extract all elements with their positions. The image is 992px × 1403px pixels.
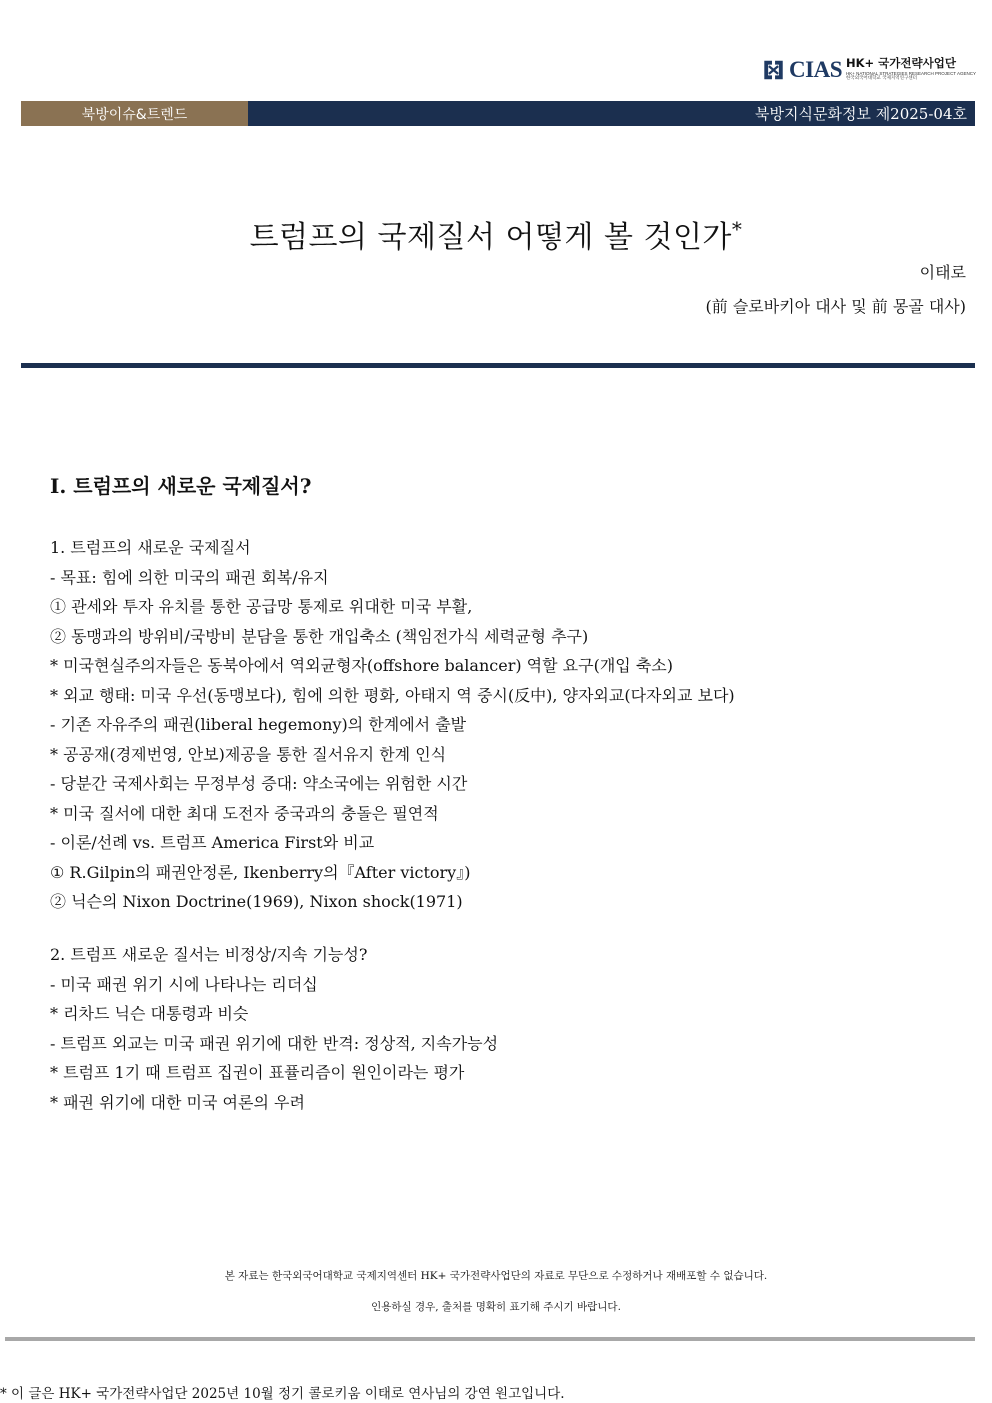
section-heading: I. 트럼프의 새로운 국제질서? <box>50 474 312 498</box>
title-footnote-marker: * <box>731 217 743 241</box>
list-item: * 공공재(경제번영, 안보)제공을 통한 질서유지 한계 인식 <box>50 744 447 764</box>
header-category: 북방이슈&트렌드 <box>21 101 248 126</box>
list-item: ② 닉슨의 Nixon Doctrine(1969), Nixon shock(1971) <box>50 892 463 911</box>
list-item: * 외교 행태: 미국 우선(동맹보다), 힘에 의한 평화, 아태지 역 중시(反中), 양자외교(다자외교 보다) <box>50 685 735 705</box>
list-item: ② 동맹과의 방위비/국방비 분담을 통한 개입축소 (책임전가식 세력균형 추구) <box>50 626 589 646</box>
list-item: * 리차드 닉슨 대통령과 비슷 <box>50 1004 249 1023</box>
list-item: - 기존 자유주의 패권(liberal hegemony)의 한계에서 출발 <box>50 715 467 734</box>
list-item: - 당분간 국제사회는 무정부성 증대: 약소국에는 위험한 시간 <box>50 774 468 793</box>
copyright-notice: 본 자료는 한국외국어대학교 국제지역센터 HK+ 국가전략사업단의 자료로 무단으로 수정하거나 재배포할 수 없습니다. <box>224 1270 768 1282</box>
list-item: * 트럼프 1기 때 트럼프 집권이 표퓰리즘이 원인이라는 평가 <box>50 1063 465 1082</box>
list-item: * 미국 질서에 대한 최대 도전자 중국과의 충돌은 필연적 <box>50 803 439 823</box>
list-item: 1. 트럼프의 새로운 국제질서 <box>50 538 251 557</box>
logo-brand: CIAS <box>789 57 842 82</box>
cias-emblem-icon <box>762 53 785 87</box>
author-name: 이태로 <box>919 263 966 282</box>
list-item: - 이론/선례 vs. 트럼프 America First와 비교 <box>50 833 375 852</box>
footer-divider <box>5 1337 975 1341</box>
logo-subtitle-ko: 한국외국어대학교 국제지역연구센터 <box>846 76 917 82</box>
document-title <box>0 212 992 256</box>
citation-notice: 인용하실 경우, 출처를 명확히 표기해 주시기 바랍니다. <box>371 1301 621 1313</box>
part1-list <box>50 533 735 917</box>
logo-subtitle-en: HK+ NATIONAL STRATEGIES RESEARCH PROJECT AGENCY <box>846 70 976 76</box>
list-item: - 트럼프 외교는 미국 패권 위기에 대한 반격: 정상적, 지속가능성 <box>50 1033 499 1053</box>
list-item: ① R.Gilpin의 패권안정론, Ikenberry의『After victory』) <box>50 862 471 882</box>
list-item: * 패권 위기에 대한 미국 여론의 우려 <box>50 1092 305 1112</box>
title-divider <box>21 363 975 368</box>
list-item: - 목표: 힘에 의한 미국의 패권 회복/유지 <box>50 567 329 587</box>
footnote: * 이 글은 HK+ 국가전략사업단 2025년 10월 정기 콜로키움 이태로 연사님의 강연 원고입니다. <box>0 1386 565 1402</box>
document-title-text: 트럼프의 국제질서 어떻게 볼 것인가 <box>249 220 732 255</box>
header-bar <box>21 101 975 126</box>
header-issue-number: 북방지식문화정보 제2025-04호 <box>755 105 967 123</box>
logo-title: HK+ 국가전략사업단 <box>846 56 956 71</box>
list-item: ① 관세와 투자 유치를 통한 공급망 통제로 위대한 미국 부활, <box>50 597 473 616</box>
author-affiliation: (前 슬로바키아 대사 및 前 몽골 대사) <box>705 297 966 316</box>
list-item: 2. 트럼프 새로운 질서는 비정상/지속 기능성? <box>50 945 368 964</box>
part2-list <box>50 940 498 1117</box>
list-item: * 미국현실주의자들은 동북아에서 역외균형자(offshore balancer) 역할 요구(개입 축소) <box>50 656 673 675</box>
cias-logo <box>762 50 976 90</box>
list-item: - 미국 패권 위기 시에 나타나는 리더십 <box>50 974 318 994</box>
